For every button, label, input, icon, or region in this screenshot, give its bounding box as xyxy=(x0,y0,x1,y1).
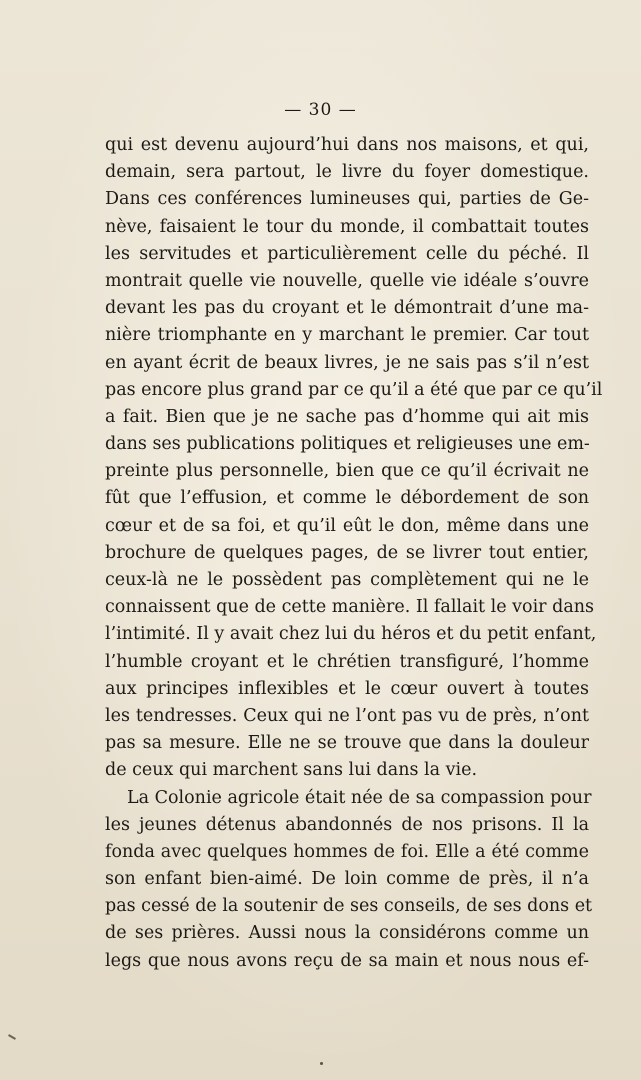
text-line: cœur et de sa foi, et qu’il eût le don, même dans une xyxy=(105,515,589,536)
body-text xyxy=(105,132,603,975)
text-line: les servitudes et particulièrement celle du péché. Il xyxy=(105,243,589,264)
text-line: les tendresses. Ceux qui ne l’ont pas vu de près, n’ont xyxy=(105,705,589,726)
text-line: les jeunes détenus abandonnés de nos prisons. Il la xyxy=(105,814,589,835)
text-line: montrait quelle vie nouvelle, quelle vie idéale s’ouvre xyxy=(105,270,589,291)
text-line: devant les pas du croyant et le démontrait d’une ma- xyxy=(105,298,589,319)
text-line: preinte plus personnelle, bien que ce qu’il écrivait ne xyxy=(105,461,589,482)
text-line: de ses prières. Aussi nous la considérons comme un xyxy=(105,923,589,944)
text-line: l’humble croyant et le chrétien transfiguré, l’homme xyxy=(105,651,589,672)
ink-dot xyxy=(320,1062,323,1065)
text-line: brochure de quelques pages, de se livrer tout entier, xyxy=(105,542,589,563)
text-line: connaissent que de cette manière. Il fallait le voir dans xyxy=(105,597,595,618)
text-line: pas cessé de la soutenir de ses conseils, de ses dons et xyxy=(105,896,593,917)
text-line: fût que l’effusion, et comme le débordement de son xyxy=(105,488,589,509)
text-line: ceux-là ne le possèdent pas complètement qui ne le xyxy=(105,570,589,590)
text-line: nève, faisaient le tour du monde, il combattait toutes xyxy=(105,216,589,237)
text-line: qui est devenu aujourd’hui dans nos maisons, et qui, xyxy=(105,135,589,155)
paragraph-start-line: La Colonie agricole était née de sa compassion pour xyxy=(127,787,592,808)
text-line: l’intimité. Il y avait chez lui du héros et du petit enfant, xyxy=(105,624,597,645)
paragraph-end-line: de ceux qui marchent sans lui dans la vie. xyxy=(105,760,478,781)
text-line: son enfant bien-aimé. De loin comme de près, il n’a xyxy=(105,869,589,890)
page-mark xyxy=(8,1034,16,1040)
text-line: pas sa mesure. Elle ne se trouve que dans la douleur xyxy=(105,733,589,754)
text-line: Dans ces conférences lumineuses qui, parties de Ge- xyxy=(105,189,589,210)
page-number: — 30 — xyxy=(284,100,357,120)
text-line: aux principes inflexibles et le cœur ouvert à toutes xyxy=(105,678,589,699)
text-line: dans ses publications politiques et religieuses une em- xyxy=(105,434,590,455)
text-line: demain, sera partout, le livre du foyer domestique. xyxy=(105,162,589,183)
text-line: nière triomphante en y marchant le premier. Car tout xyxy=(105,325,589,346)
text-line: fonda avec quelques hommes de foi. Elle a été comme xyxy=(105,841,589,862)
text-line: en ayant écrit de beaux livres, je ne sais pas s’il n’est xyxy=(105,352,589,373)
text-line: a fait. Bien que je ne sache pas d’homme qui ait mis xyxy=(105,406,589,427)
text-line: pas encore plus grand par ce qu’il a été que par ce qu’il xyxy=(105,379,603,400)
text-line: legs que nous avons reçu de sa main et nous nous ef- xyxy=(105,950,589,971)
